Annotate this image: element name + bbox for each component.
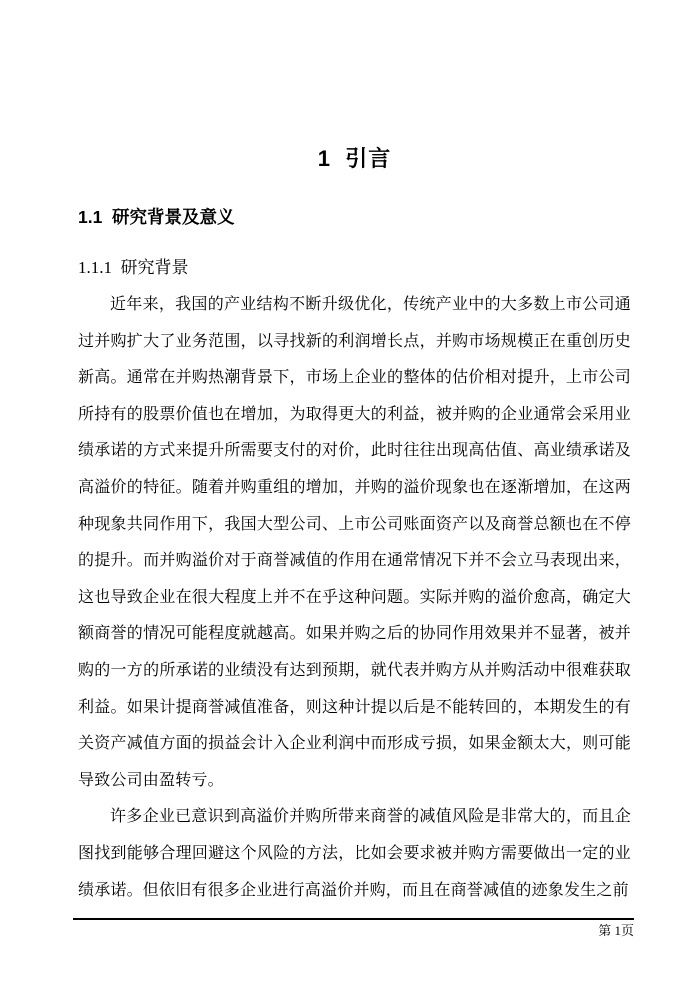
body-text bbox=[78, 287, 631, 909]
page-footer bbox=[73, 918, 634, 940]
body-paragraph: 许多企业已意识到高溢价并购所带来商誉的减值风险是非常大的，而且企图找到能够合理回避这个风险的方法，比如会要求被并购方需要做出一定的业绩承诺。但依旧有很多企业进行高溢价并购，而且在商誉减值的迹象发生之前 bbox=[78, 808, 631, 899]
subsection-heading: 1.1.1 研究背景 bbox=[78, 258, 189, 277]
body-paragraph: 近年来，我国的产业结构不断升级优化，传统产业中的大多数上市公司通过并购扩大了业务范围，以寻找新的利润增长点，并购市场规模正在重创历史新高。通常在并购热潮背景下，市场上企业的整体的估价相对提升，上市公司所持有的股票价值也在增加，为取得更大的利益，被并购的企业通常会采用业绩承诺的方式来提升所需要支付的对价，此时往往出现高估值、高业绩承诺及高溢价的特征。随着并购重组的增加，并购的溢价现象也在逐渐增加，在这两种现象共同作用下，我国大型公司、上市公司账面资产以及商誉总额也在不停的提升。而并购溢价对于商誉减值的作用在通常情况下并不会立马表现出来，这也导致企业在很大程度上并不在乎这种问题。实际并购的溢价愈高，确定大额商誉的情况可能程度就越高。如果并购之后的协同作用效果并不显著，被并购的一方的所承诺的业绩没有达到预期，就代表并购方从并购活动中很难获取利益。如果计提商誉减值准备，则这种计提以后是不能转回的，本期发生的有关资产减值方面的损益会计入企业利润中而形成亏损，如果金额太大，则可能导致公司由盈转亏。 bbox=[78, 296, 631, 789]
section-heading: 1.1 研究背景及意义 bbox=[78, 207, 235, 227]
chapter-title: 1 引言 bbox=[317, 146, 392, 171]
page-content bbox=[78, 0, 631, 909]
page-number: 第 1页 bbox=[598, 923, 634, 938]
